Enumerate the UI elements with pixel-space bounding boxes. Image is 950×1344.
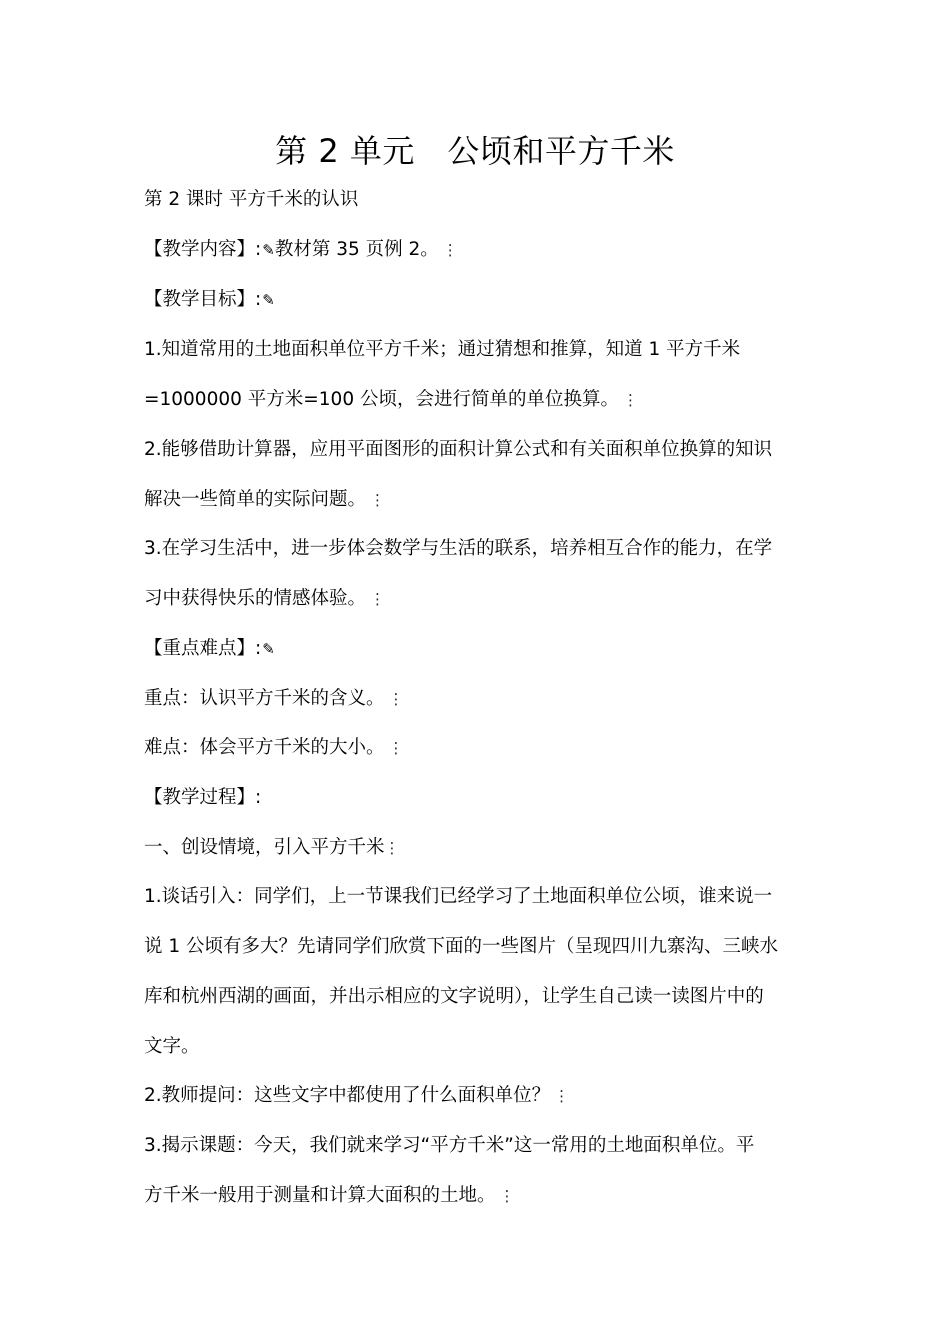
goal1-line1: 1.知道常用的土地面积单位平方千米；通过猜想和推算，知道 1 平方千米 — [144, 339, 741, 360]
content-line — [144, 236, 824, 264]
goal2-line2 — [144, 486, 824, 514]
pen-icon: ✎ — [262, 291, 275, 309]
process-label: 【教学过程】: — [144, 787, 262, 808]
paragraph-mark-icon: ⋮ — [388, 690, 404, 708]
goal1-line2 — [144, 386, 824, 414]
step1-line3: 库和杭州西湖的画面，并出示相应的文字说明），让学生自己读一读图片中的 — [144, 986, 764, 1007]
step1-line2: 说 1 公顷有多大？先请同学们欣赏下面的一些图片（呈现四川九寨沟、三峡水 — [144, 936, 779, 957]
paragraph-mark-icon: ⋮ — [388, 739, 404, 757]
paragraph-mark-icon: ⋮ — [370, 590, 386, 608]
goals-heading — [144, 286, 824, 314]
step3-text: 方千米一般用于测量和计算大面积的土地。 — [144, 1185, 496, 1206]
pen-icon: ✎ — [262, 241, 275, 259]
difficult-point: 难点：体会平方千米的大小。 — [144, 737, 385, 758]
key-heading — [144, 635, 824, 663]
goal3-text: 习中获得快乐的情感体验。 — [144, 588, 367, 609]
section1-heading: 一、创设情境，引入平方千米 — [144, 837, 385, 858]
paragraph-mark-icon: ⋮ — [442, 241, 458, 259]
step1-line4: 文字。 — [144, 1036, 200, 1057]
key-point: 重点：认识平方千米的含义。 — [144, 688, 385, 709]
goals-label: 【教学目标】: — [144, 289, 262, 310]
goal3-line1: 3.在学习生活中，进一步体会数学与生活的联系，培养相互合作的能力，在学 — [144, 538, 773, 559]
paragraph-mark-icon: ⋮ — [499, 1187, 515, 1205]
content-label: 【教学内容】: — [144, 239, 262, 260]
step3-line1: 3.揭示课题：今天，我们就来学习“平方千米”这一常用的土地面积单位。平 — [144, 1135, 755, 1156]
key-point-line — [144, 685, 824, 713]
paragraph-mark-icon: ⋮ — [622, 391, 638, 409]
difficult-point-line — [144, 734, 824, 762]
paragraph-mark-icon: ⋮ — [554, 1087, 570, 1105]
goal1-text: =1000000 平方米=100 公顷，会进行简单的单位换算。 — [144, 389, 619, 410]
step3-line2 — [144, 1182, 824, 1210]
goal2-line1: 2.能够借助计算器，应用平面图形的面积计算公式和有关面积单位换算的知识 — [144, 439, 773, 460]
process-heading — [144, 784, 824, 812]
section1-line — [144, 834, 824, 862]
lesson-subtitle: 第 2 课时 平方千米的认识 — [144, 189, 359, 210]
step1-line1: 1.谈话引入：同学们，上一节课我们已经学习了土地面积单位公顷，谁来说一 — [144, 886, 773, 907]
step2-text: 2.教师提问：这些文字中都使用了什么面积单位？ — [144, 1085, 551, 1106]
goal2-text: 解决一些简单的实际问题。 — [144, 489, 367, 510]
paragraph-mark-icon: ⋮ — [370, 491, 386, 509]
step2-line — [144, 1082, 824, 1110]
content-text: 教材第 35 页例 2。 — [274, 239, 439, 260]
paragraph-mark-icon: ⋮ — [384, 839, 400, 857]
goal3-line2 — [144, 585, 824, 613]
page-title: 第 2 单元 公顷和平方千米 — [275, 132, 675, 170]
pen-icon: ✎ — [262, 640, 275, 658]
key-label: 【重点难点】: — [144, 638, 262, 659]
